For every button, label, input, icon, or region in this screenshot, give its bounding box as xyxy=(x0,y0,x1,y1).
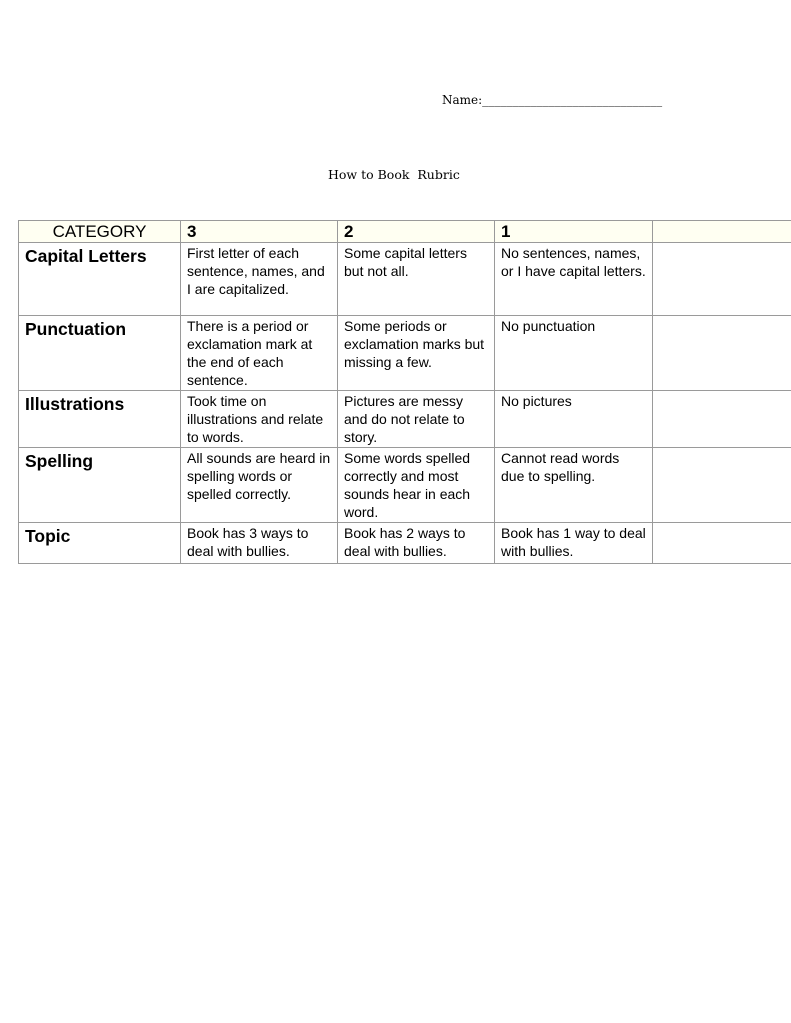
category-cell: Illustrations xyxy=(19,391,181,448)
name-field-label: Name:______________________________ xyxy=(442,93,663,107)
column-header-category: CATEGORY xyxy=(19,221,181,243)
rubric-row-spelling xyxy=(19,448,791,523)
category-cell: Punctuation xyxy=(19,316,181,391)
criteria-cell-blank xyxy=(653,316,791,391)
category-cell: Spelling xyxy=(19,448,181,523)
criteria-cell-2: Book has 2 ways to deal with bullies. xyxy=(338,523,495,564)
column-header-blank xyxy=(653,221,791,243)
rubric-table xyxy=(18,220,791,564)
criteria-cell-3: There is a period or exclamation mark at the end of each sentence. xyxy=(181,316,338,391)
category-cell: Topic xyxy=(19,523,181,564)
document-title: How to Book Rubric xyxy=(328,167,460,182)
column-header-score-1: 1 xyxy=(495,221,653,243)
criteria-cell-1: Book has 1 way to deal with bullies. xyxy=(495,523,653,564)
criteria-cell-1: No pictures xyxy=(495,391,653,448)
column-header-score-2: 2 xyxy=(338,221,495,243)
rubric-row-illustrations xyxy=(19,391,791,448)
criteria-cell-blank xyxy=(653,391,791,448)
criteria-cell-3: Book has 3 ways to deal with bullies. xyxy=(181,523,338,564)
category-cell: Capital Letters xyxy=(19,243,181,316)
criteria-cell-3: All sounds are heard in spelling words or spelled correctly. xyxy=(181,448,338,523)
column-header-score-3: 3 xyxy=(181,221,338,243)
criteria-cell-3: First letter of each sentence, names, and I are capitalized. xyxy=(181,243,338,316)
criteria-cell-2: Some capital letters but not all. xyxy=(338,243,495,316)
criteria-cell-blank xyxy=(653,243,791,316)
rubric-header-row xyxy=(19,221,791,243)
criteria-cell-1: Cannot read words due to spelling. xyxy=(495,448,653,523)
criteria-cell-2: Some words spelled correctly and most sounds hear in each word. xyxy=(338,448,495,523)
criteria-cell-3: Took time on illustrations and relate to words. xyxy=(181,391,338,448)
criteria-cell-2: Some periods or exclamation marks but missing a few. xyxy=(338,316,495,391)
rubric-row-punctuation xyxy=(19,316,791,391)
criteria-cell-1: No punctuation xyxy=(495,316,653,391)
rubric-row-topic xyxy=(19,523,791,564)
criteria-cell-2: Pictures are messy and do not relate to story. xyxy=(338,391,495,448)
criteria-cell-blank xyxy=(653,448,791,523)
rubric-row-capital-letters xyxy=(19,243,791,316)
criteria-cell-1: No sentences, names, or I have capital letters. xyxy=(495,243,653,316)
criteria-cell-blank xyxy=(653,523,791,564)
